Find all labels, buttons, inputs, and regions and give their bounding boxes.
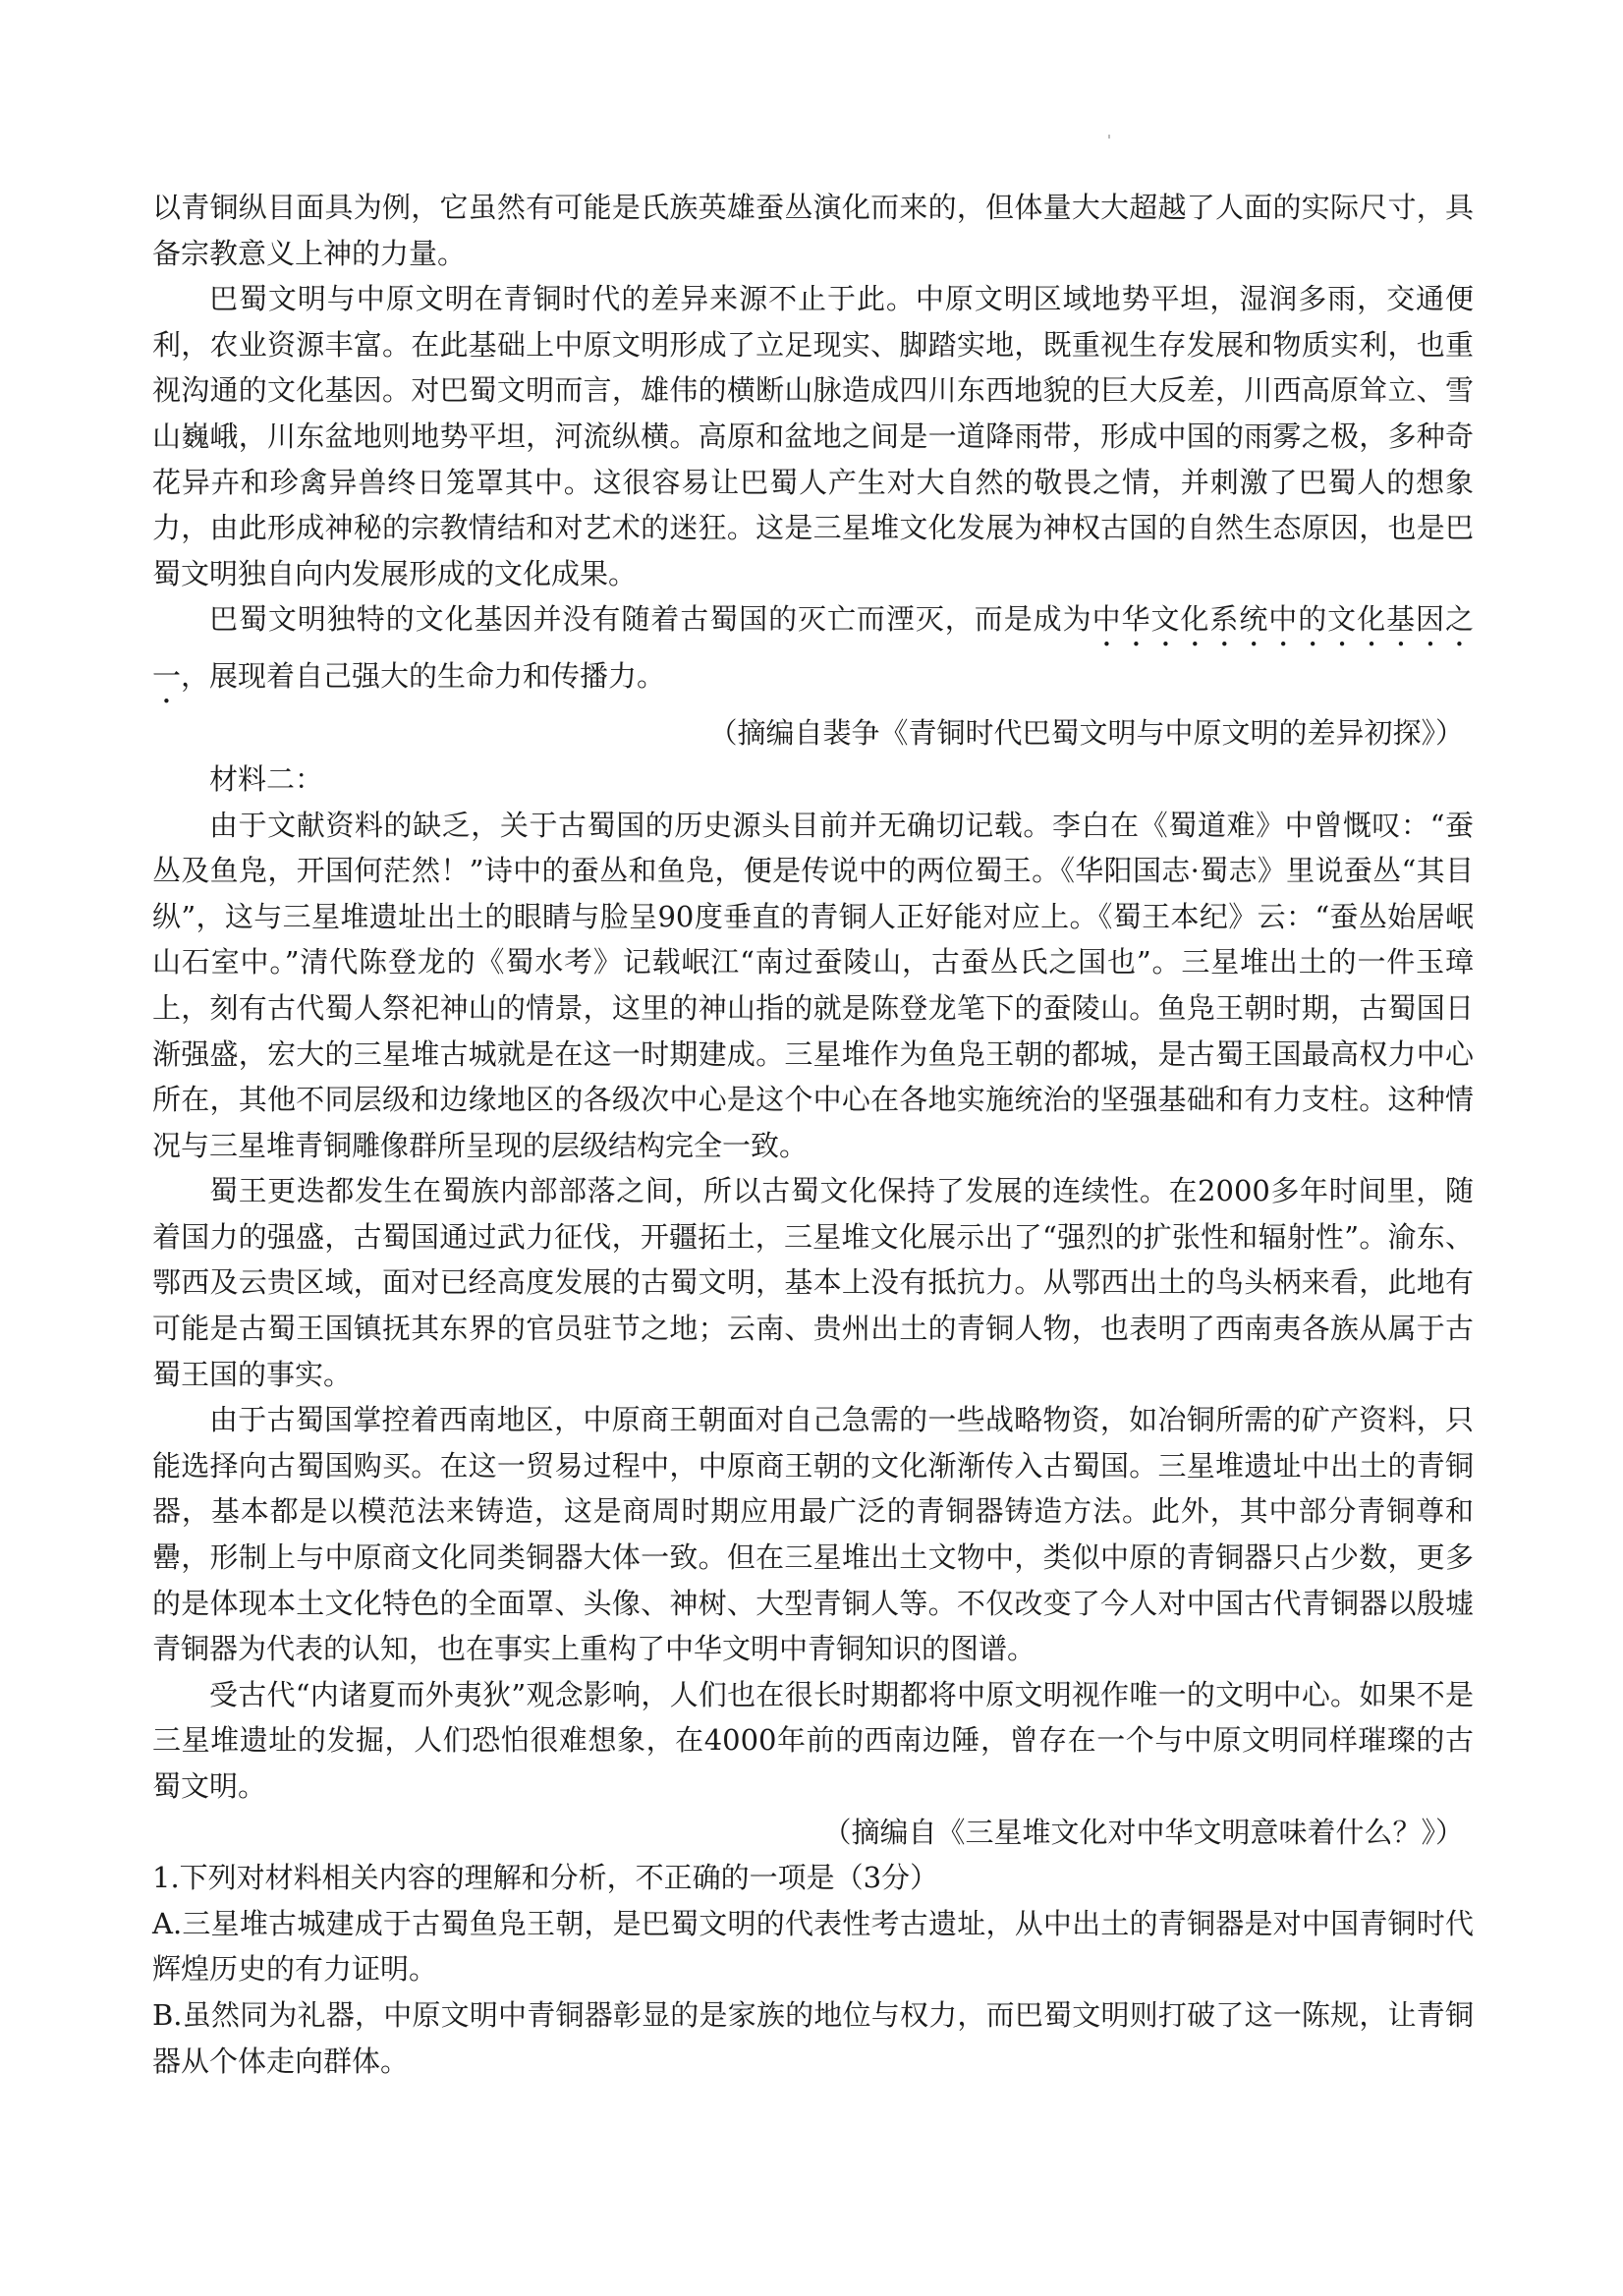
material-two-source: （摘编自《三星堆文化对中华文明意味着什么？》） (822, 1815, 1464, 1849)
material-one-paragraph-2: 巴蜀文明与中原文明在青铜时代的差异来源不止于此。中原文明区域地势平坦，湿润多雨，交通便利，农业资源丰富。在此基础上中原文明形成了立足现实、脚踏实地，既重视生存发展和物质实利，也重视沟通的文化基因。对巴蜀文明而言，雄伟的横断山脉造成四川东西地貌的巨大反差，川西高原耸立、雪山巍峨，川东盆地则地势平坦，河流纵横。高原和盆地之间是一道降雨带，形成中国的雨雾之极，多种奇花异卉和珍禽异兽终日笼罩其中。这很容易让巴蜀人产生对大自然的敬畏之情，并刺激了巴蜀人的想象力，由此形成神秘的宗教情结和对艺术的迷狂。这是三星堆文化发展为神权古国的自然生态原因，也是巴蜀文明独自向内发展形成的文化成果。 (152, 282, 1474, 590)
question-1-title: 1.下列对材料相关内容的理解和分析，不正确的一项是（3分） (152, 1861, 939, 1895)
material-two-paragraph-4: 受古代“内诸夏而外夷狄”观念影响，人们也在很长时期都将中原文明视作唯一的文明中心。如果不是三星堆遗址的发掘，人们恐怕很难想象，在4000年前的西南边陲，曾存在一个与中原文明同样璀璨的古蜀文明。 (152, 1677, 1474, 1803)
material-two-paragraph-2: 蜀王更迭都发生在蜀族内部部落之间，所以古蜀文化保持了发展的连续性。在2000多年时间里，随着国力的强盛，古蜀国通过武力征伐，开疆拓土，三星堆文化展示出了“强烈的扩张性和辐射性”。渝东、鄂西及云贵区域，面对已经高度发展的古蜀文明，基本上没有抵抗力。从鄂西出土的鸟头柄来看，此地有可能是古蜀王国镇抚其东界的官员驻节之地；云南、贵州出土的青铜人物，也表明了西南夷各族从属于古蜀王国的事实。 (152, 1174, 1474, 1391)
material-one-paragraph-3 (152, 596, 1474, 710)
question-1-option-a: A.三星堆古城建成于古蜀鱼凫王朝，是巴蜀文明的代表性考古遗址，从中出土的青铜器是对中国青铜时代辉煌历史的有力证明。 (152, 1906, 1474, 1987)
material-two-paragraph-3: 由于古蜀国掌控着西南地区，中原商王朝面对自己急需的一些战略物资，如冶铜所需的矿产资料，只能选择向古蜀国购买。在这一贸易过程中，中原商王朝的文化渐渐传入古蜀国。三星堆遗址中出土的青铜器，基本都是以模范法来铸造，这是商周时期应用最广泛的青铜器铸造方法。此外，其中部分青铜尊和罍，形制上与中原商文化同类铜器大体一致。但在三星堆出土文物中，类似中原的青铜器只占少数，更多的是体现本土文化特色的全面罩、头像、神树、大型青铜人等。不仅改变了今人对中国古代青铜器以殷墟青铜器为代表的认知，也在事实上重构了中华文明中青铜知识的图谱。 (152, 1403, 1474, 1666)
material-one-paragraph-1: 以青铜纵目面具为例，它虽然有可能是氏族英雄蚕丛演化而来的，但体量大大超越了人面的实际尺寸，具备宗教意义上神的力量。 (152, 191, 1474, 270)
material-two-paragraph-1: 由于文献资料的缺乏，关于古蜀国的历史源头目前并无确切记载。李白在《蜀道难》中曾慨叹：“蚕丛及鱼凫，开国何茫然！”诗中的蚕丛和鱼凫，便是传说中的两位蜀王。《华阳国志·蜀志》里说蚕丛“其目纵”，这与三星堆遗址出土的眼睛与脸呈90度垂直的青铜人正好能对应上。《蜀王本纪》云：“蚕丛始居岷山石室中。”清代陈登龙的《蜀水考》记载岷江“南过蚕陵山，古蚕丛氏之国也”。三星堆出土的一件玉璋上，刻有古代蜀人祭祀神山的情景，这里的神山指的就是陈登龙笔下的蚕陵山。鱼凫王朝时期，古蜀国日渐强盛，宏大的三星堆古城就是在这一时期建成。三星堆作为鱼凫王朝的都城，是古蜀王国最高权力中心所在，其他不同层级和边缘地区的各级次中心是这个中心在各地实施统治的坚强基础和有力支柱。这种情况与三星堆青铜雕像群所呈现的层级结构完全一致。 (152, 808, 1474, 1162)
material-two-label: 材料二： (209, 761, 324, 796)
paragraph-3-text-after: ，展现着自己强大的生命力和传播力。 (181, 659, 666, 694)
question-1-option-b: B.虽然同为礼器，中原文明中青铜器彰显的是家族的地位与权力，而巴蜀文明则打破了这一陈规，让青铜器从个体走向群体。 (152, 1997, 1474, 2078)
scan-mark (1108, 135, 1110, 139)
paragraph-3-text-before: 巴蜀文明独特的文化基因并没有随着古蜀国的灭亡而湮灭，而是成为 (209, 602, 1092, 637)
exam-page (152, 185, 1474, 2084)
material-one-source: （摘编自裴争《青铜时代巴蜀文明与中原文明的差异初探》） (708, 716, 1464, 751)
emphasized-phrase: 中华文化系统中的文化基因之一 (152, 602, 1474, 694)
